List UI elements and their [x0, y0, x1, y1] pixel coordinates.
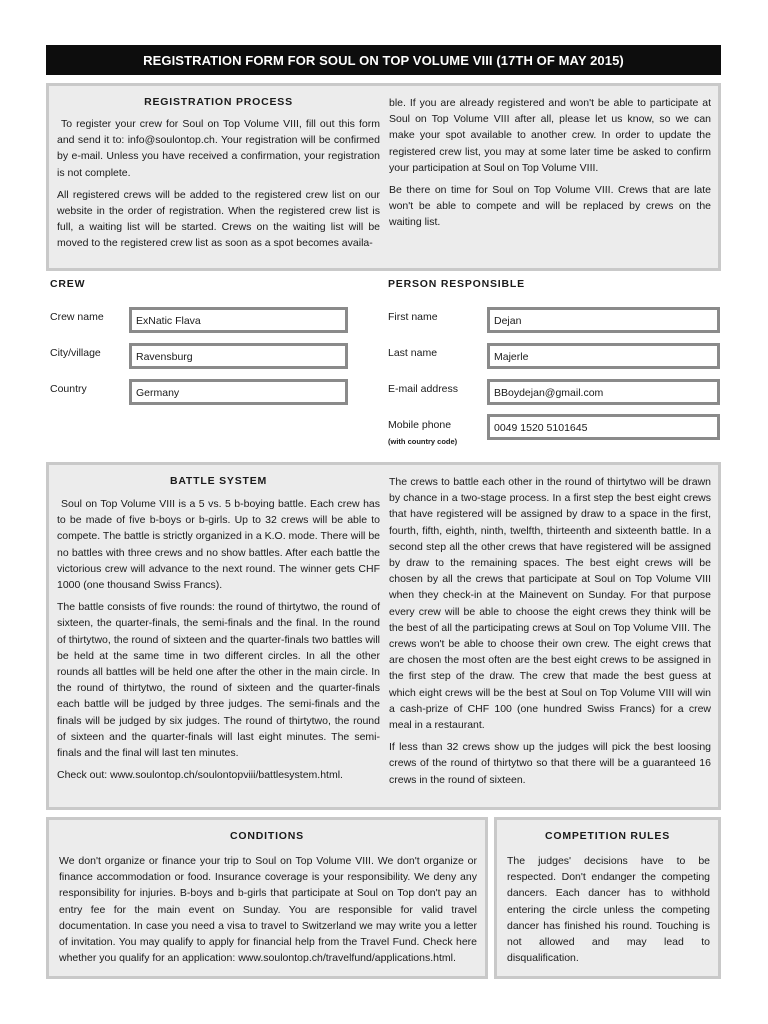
registration-left-column [57, 96, 380, 252]
mobile-phone-field[interactable]: 0049 1520 5101645 [487, 414, 720, 440]
conditions-text: We don't organize or finance your trip to Soul on Top Volume VIII. We don't organize or finance accommodation or food. Insurance coverage is your responsibility. We deny any responsibility for injuries. B-boys and b-girls that participate at Soul on Top don't pay an entry fee for the main event on Sunday. You are responsible for valid travel documentation. In case you need a visa to travel to Switzerland we may write you a letter of invitation. You may qualify to apply for financial help from the Travel Fund. Check here whether you qualify for an application: www.soulontop.ch/travelfund/applications.html. [59, 855, 477, 965]
registration-paragraph: Be there on time for Soul on Top Volume VIII. Crews that are late won't be able to compete and will be replaced by crews on the waiting list. [389, 184, 711, 229]
mobile-phone-note: (with country code) [388, 437, 458, 446]
battle-paragraph: If less than 32 crews show up the judges will pick the best loosing crews of the round of thirtytwo so that there will be a guaranteed 16 crews in the round of sixteen. [389, 741, 711, 786]
registration-right-column [389, 95, 711, 231]
crew-name-label: Crew name [50, 311, 104, 323]
mobile-phone-label: Mobile phone [388, 419, 452, 431]
battle-heading: BATTLE SYSTEM [169, 475, 268, 487]
battle-right-column [389, 474, 711, 788]
last-name-label: Last name [388, 347, 438, 359]
battle-system-box [46, 462, 721, 810]
city-field[interactable]: Ravensburg [129, 343, 348, 369]
country-label: Country [50, 383, 87, 395]
competition-rules-box [494, 817, 721, 979]
crew-heading: CREW [50, 278, 86, 290]
battle-paragraph: The crews to battle each other in the round of thirtytwo will be drawn by chance in a two-stage process. In a first step the best eight crews that have registered will be assigned by draw to a space in the first, fourth, fifth, eighth, ninth, twelfth, thirteenth and sixteenth battle. In a second step all the other crews that have registered will be assigned by draw to the remaining spaces. The best eight crews will be chosen by all the crews that participate at Soul on Top Volume VIII when they check-in at the Mainevent on Sunday. For that purpose every crew will be able to choose the eight crews they think will be the best of all the participating crews at Soul on Top Volume VIII. The crews won't be able to choose their own crew. The eight crews that are chosen the most often are the best eight crews to be assigned in the first step of the draw. The crew that made the best guess at which eight crews will be the best at Soul on Top Volume VIII will win a cash-prize of CHF 100 (one hundred Swiss Francs) for a crew meal in a restaurant. [389, 476, 711, 732]
email-field[interactable]: BBoydejan@gmail.com [487, 379, 720, 405]
last-name-field[interactable]: Majerle [487, 343, 720, 369]
country-field[interactable]: Germany [129, 379, 348, 405]
registration-paragraph: To register your crew for Soul on Top Volume VIII, fill out this form and send it to: info@soulontop.ch. Your registration will be confirmed by e-mail. Unless you have received a confirmation, your registration is not complete. [57, 118, 380, 179]
email-label: E-mail address [388, 383, 459, 395]
person-heading: PERSON RESPONSIBLE [388, 278, 525, 290]
conditions-heading: CONDITIONS [230, 830, 304, 842]
registration-process-box [46, 83, 721, 271]
form-title: REGISTRATION FORM FOR SOUL ON TOP VOLUME VIII (17TH OF MAY 2015) [46, 45, 721, 75]
first-name-field[interactable]: Dejan [487, 307, 720, 333]
battle-paragraph: The battle consists of five rounds: the round of thirtytwo, the round of sixteen, the quarter-finals, the semi-finals and the final. In the round of thirtytwo, the round of sixteen and the quarter-finals two battles will be held at the same time in two different circles. In all the other rounds all battles will be held one after the other in the main circle. In the round of thirtytwo, the round of sixteen and the quarter-finals each battle will be judged by three judges. The semi-finals and the finals will be judged by six judges. The round of thirtytwo, the round of sixteen and the quarter-finals will last eight minutes. The semi-finals and the final will last ten minutes. [57, 601, 380, 760]
rules-text: The judges' decisions have to be respected. Don't endanger the competing dancers. Each dancer has to withhold entering the circle unless the competing dancer has finished his round. Touching is not allowed and may lead to disqualification. [507, 855, 710, 965]
first-name-label: First name [388, 311, 438, 323]
registration-paragraph: ble. If you are already registered and won't be able to participate at Soul on Top Volume VIII after all, please let us know, so we can make your spot available to another crew. In order to update the registered crew list, you may at some later time be asked to confirm your participation at Soul on Top Volume VIII. [389, 97, 711, 174]
registration-heading: REGISTRATION PROCESS [144, 96, 293, 108]
conditions-box [46, 817, 488, 979]
crew-name-field[interactable]: ExNatic Flava [129, 307, 348, 333]
registration-paragraph: All registered crews will be added to the registered crew list on our website in the order of registration. When the registered crew list is full, a waiting list will be started. Crews on the waiting list will be moved to the registered crew list as soon as a spot becomes availa- [57, 188, 380, 250]
battle-link-paragraph: Check out: www.soulontop.ch/soulontopviii/battlesystem.html. [57, 769, 343, 782]
rules-heading: COMPETITION RULES [544, 830, 671, 842]
battle-paragraph: Soul on Top Volume VIII is a 5 vs. 5 b-boying battle. Each crew has to be made of five b-boys or b-girls. Up to 32 crews will be able to compete. The battle is strictly organized in a K.O. mode. There will be no battles with three crews and no show battles. After each battle the victorious crew will advance to the next round. The winner gets CHF 1000 (one thousand Swiss Francs). [57, 498, 380, 592]
battle-left-column [57, 475, 380, 783]
city-label: City/village [50, 347, 101, 359]
